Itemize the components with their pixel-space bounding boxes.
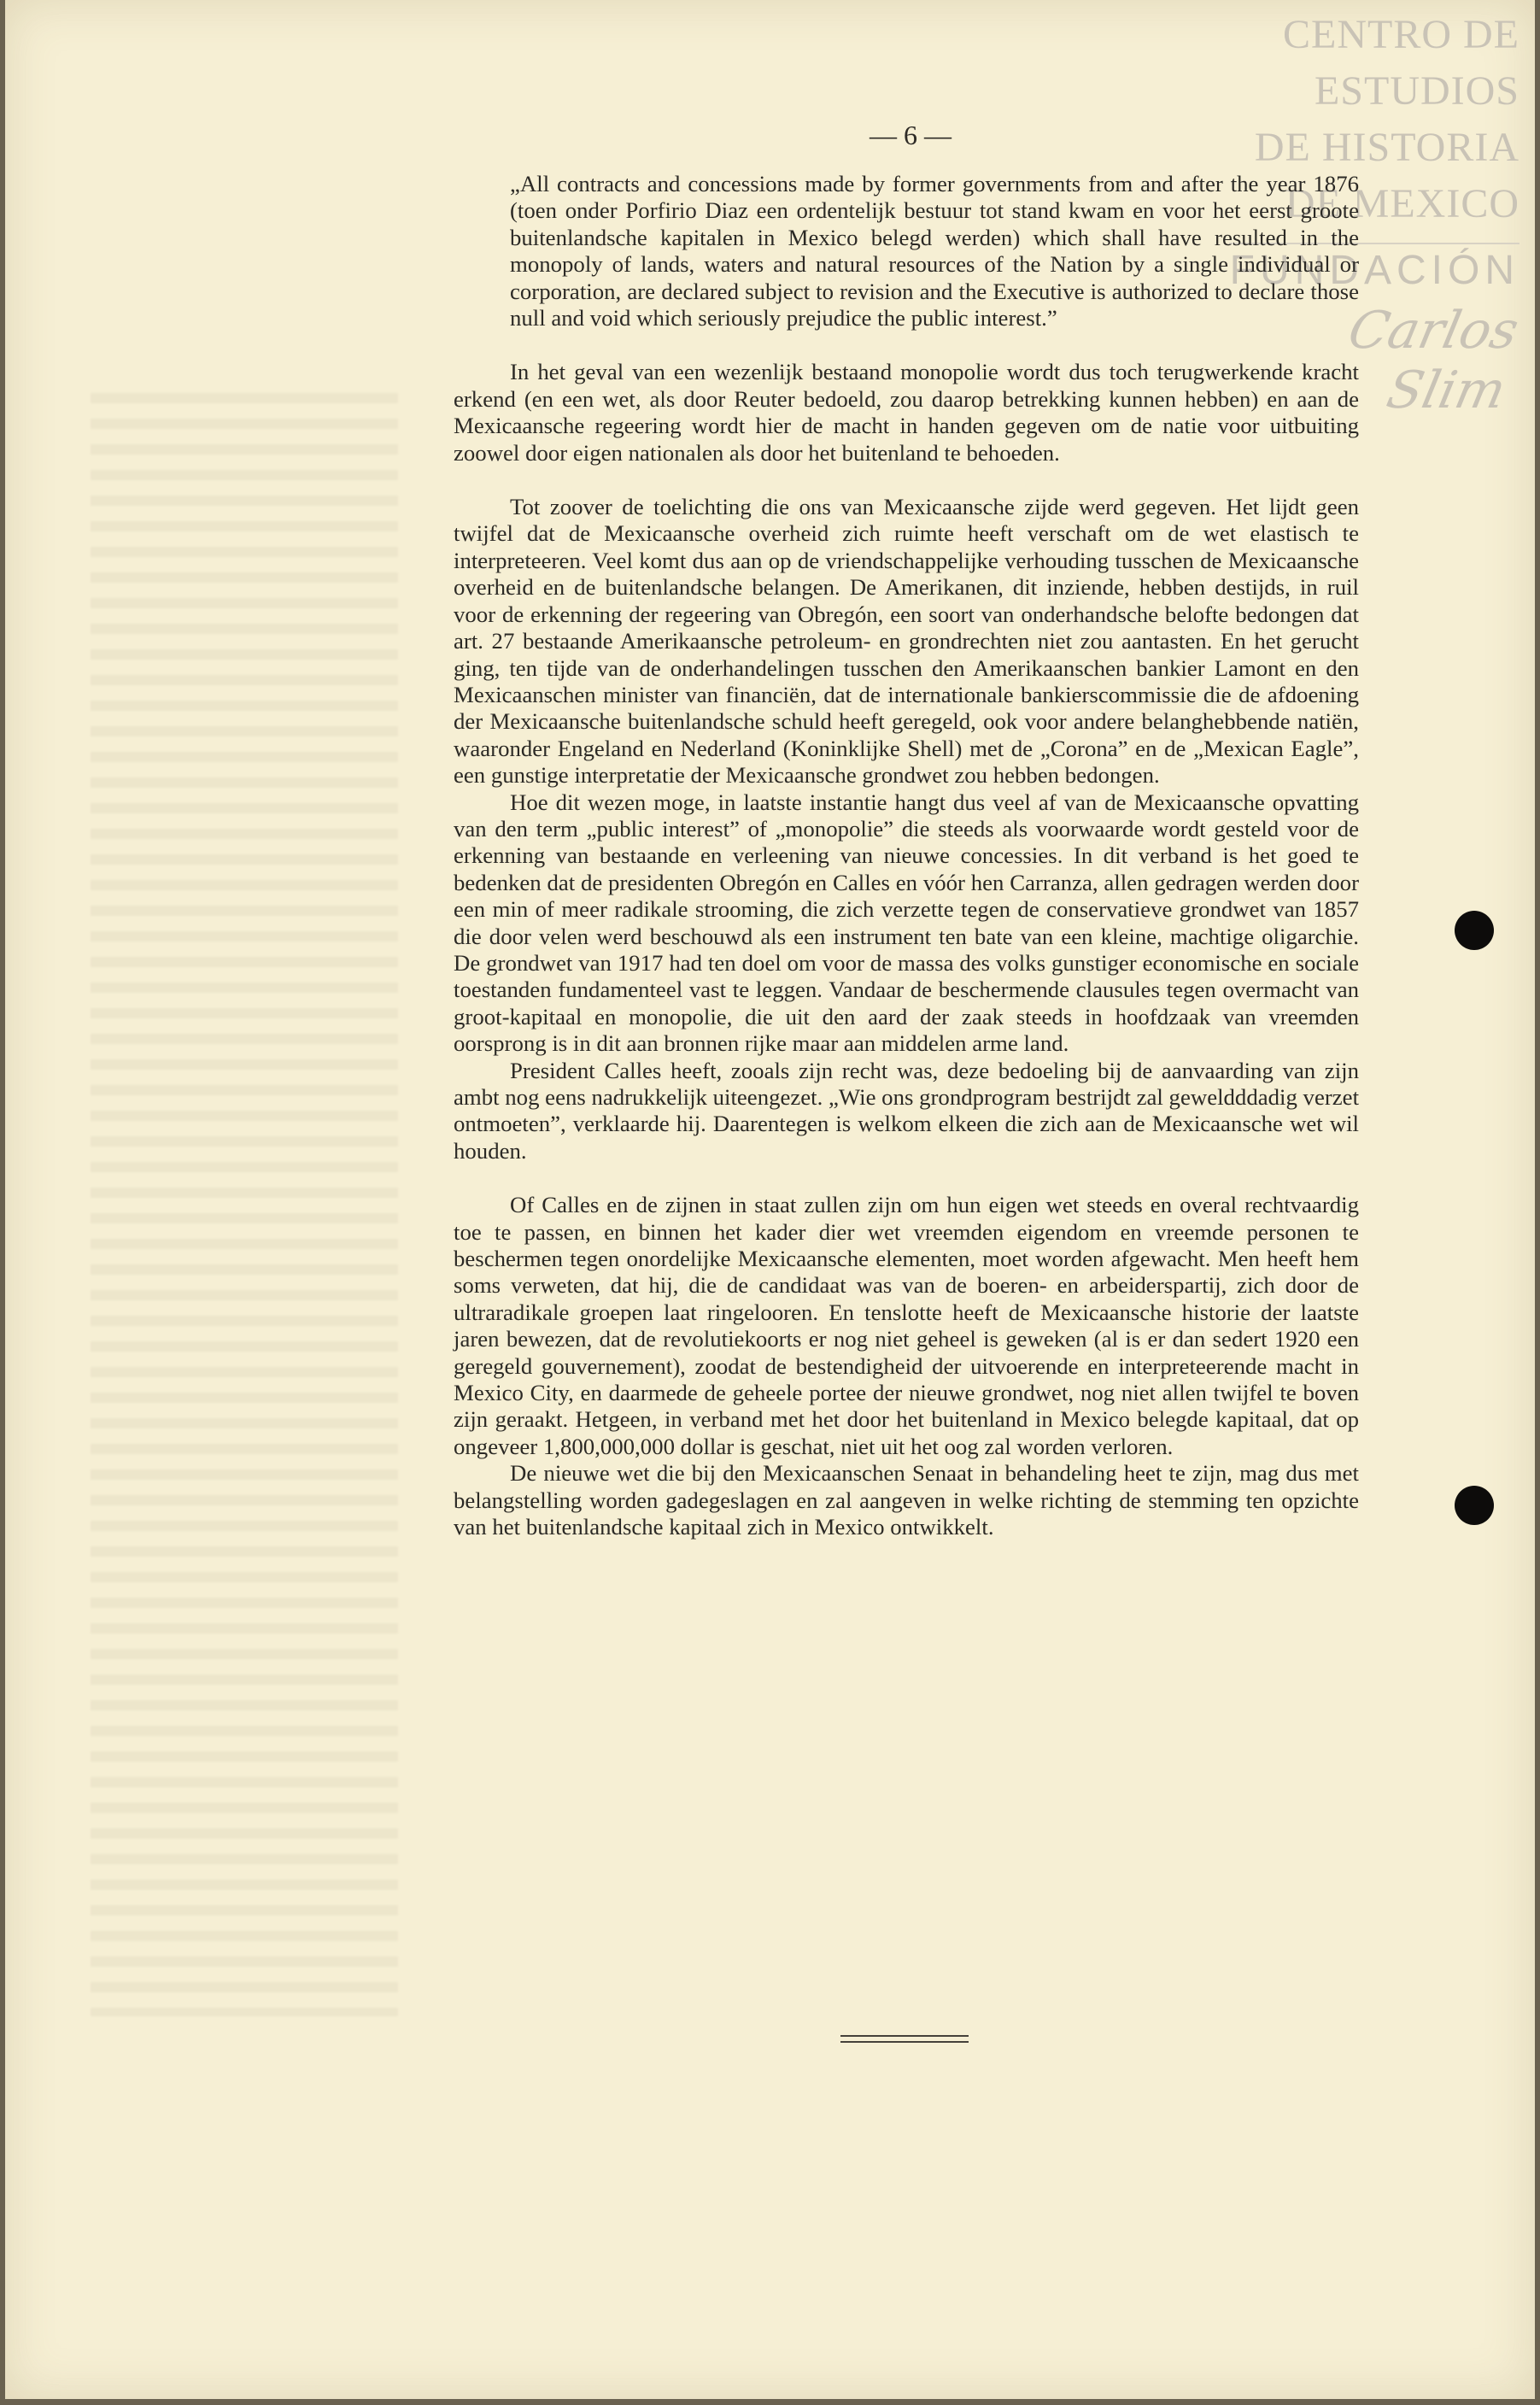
paragraph: Tot zoover de toelichting die ons van Mexicaansche zijde werd gegeven. Het lijdt geen twijfel dat de Mexicaansche overheid zich ruimte heeft verschaft om de wet elastisch te interpreteeren. Veel komt dus aan op de vriendschappelijke verhouding tusschen de Mexicaansche overheid en de buitenlandsche belangen. De Amerikanen, dit inziende, hebben destijds, in ruil voor de erkenning der regeering van Obregón, een soort van onderhandsche belofte bedongen dat art. 27 bestaande Amerikaansche petroleum- en grondrechten niet zou aantasten. En het gerucht ging, ten tijde van de onderhandelingen tusschen den Amerikaanschen bankier Lamont en den Mexicaanschen minister van financiën, dat de internationale bankierscommissie die de afdoening der Mexicaansche buitenlandsche schuld heeft geregeld, ook voor andere belanghebbende natiën, waaronder Engeland en Nederland (Koninklijke Shell) met de „Corona” en de „Mexican Eagle”, een gunstige interpretatie der Mexicaansche grondwet zou hebben bedongen. — [454, 494, 1359, 789]
paragraph: President Calles heeft, zooals zijn recht was, deze bedoeling bij de aanvaarding van zijn ambt nog eens nadrukkelijk uiteengezet. „Wie ons grondprogram bestrijdt zal geweldddadig verzet ontmoeten”, verklaarde hij. Daarentegen is welkom elkeen die zich aan de Mexicaansche wet wil houden. — [454, 1057, 1360, 1164]
watermark-line: DE HISTORIA — [1254, 125, 1520, 170]
paragraph: De nieuwe wet die bij den Mexicaanschen Senaat in behandeling heet te zijn, mag dus met belangstelling worden gadegeslagen en zal aangeven in welke richting de stemming ten opzichte van het buitenlandsche kapitaal zich in Mexico ontwikkelt. — [454, 1460, 1359, 1540]
page-number: — 6 — — [870, 120, 952, 150]
watermark-line: CENTRO DE — [1283, 12, 1520, 57]
body-text — [454, 171, 1359, 1541]
bleed-through-shadow — [91, 393, 398, 2016]
paragraph: Of Calles en de zijnen in staat zullen zijn om hun eigen wet steeds en overal rechtvaardig toe te passen, en binnen het kader dier wet vreemden eigendom en vreemde personen te beschermen tegen onordelijke Mexicaansche elementen, moet worden afgewacht. Men heeft hem soms verweten, dat hij, die de candidaat was van de boeren- en arbeiderspartij, zich door de ultraradikale groepen laat ringelooren. En tenslotte heeft de Mexicaansche historie der laatste jaren bewezen, dat de revolutiekoorts er nog niet geheel is geweken (al is er dan sedert 1920 een geregeld gouvernement), zoodat de bestendigheid der uitvoerende en interpreteerende macht in Mexico City, en daarmede de geheele portee der nieuwe grondwet, nog niet allen twijfel te boven zijn geraakt. Hetgeen, in verband met het door het buitenland in Mexico belegde kapitaal, dat op ongeveer 1,800,000,000 dollar is geschat, niet uit het oog zal worden verloren. — [454, 1192, 1359, 1459]
paragraph: Hoe dit wezen moge, in laatste instantie hangt dus veel af van de Mexicaansche opvatting van den term „public interest” of „monopolie” die steeds als voorwaarde wordt gesteld voor de erkenning van bestaande en verleening van nieuwe concessies. In dit verband is het goed te bedenken dat de presidenten Obregón en Calles en vóór hen Carranza, allen gedragen werden door een min of meer radikale strooming, die zich verzette tegen de conservatieve grondwet van 1857 die door velen werd beschouwd als een instrument ten bate van een kleine, machtige oligarchie. De grondwet van 1917 had ten doel om voor de massa des volks gunstiger economische en sociale toestanden fundamenteel vast te leggen. Vandaar de beschermende clausules tegen overmacht van groot-kapitaal en monopolie, die uit den aard der zaak steeds in hoofdzaak van vreemden oorsprong is in dit aan bronnen rijke maar aan middelen arme land. — [454, 789, 1359, 1057]
document-page — [5, 0, 1535, 2399]
punch-hole — [1455, 1486, 1494, 1525]
watermark-foundation: FUNDACIÓN — [1229, 248, 1520, 293]
end-rule-top — [840, 2035, 969, 2037]
watermark-line: ESTUDIOS — [1314, 68, 1520, 114]
punch-hole — [1455, 911, 1494, 950]
paragraph: In het geval van een wezenlijk bestaand monopolie wordt dus toch terugwerkende kracht erkend (en een wet, als door Reuter bedoeld, zou daarop betrekking kunnen hebben) en aan de Mexicaansche regeering wordt hier de macht in handen gegeven om de natie voor uitbuiting zoowel door eigen nationalen als door het buitenland te behoeden. — [454, 359, 1359, 466]
quoted-article: „All contracts and concessions made by former governments from and after the year 1876 (toen onder Porfirio Diaz een ordentelijk bestuur tot stand kwam en voor het eerst groote buitenlandsche kapitalen in Mexico belegd werden) which shall have resulted in the monopoly of lands, waters and natural resources of the Nation by a single individual or corporation, are declared subject to revision and the Executive is authorized to declare those null and void which seriously prejudice the public interest.” — [510, 171, 1359, 331]
watermark-line: DE MEXICO — [1285, 181, 1520, 226]
end-rule-bottom — [840, 2041, 969, 2043]
watermark-signature: Carlos Slim — [1343, 301, 1524, 420]
